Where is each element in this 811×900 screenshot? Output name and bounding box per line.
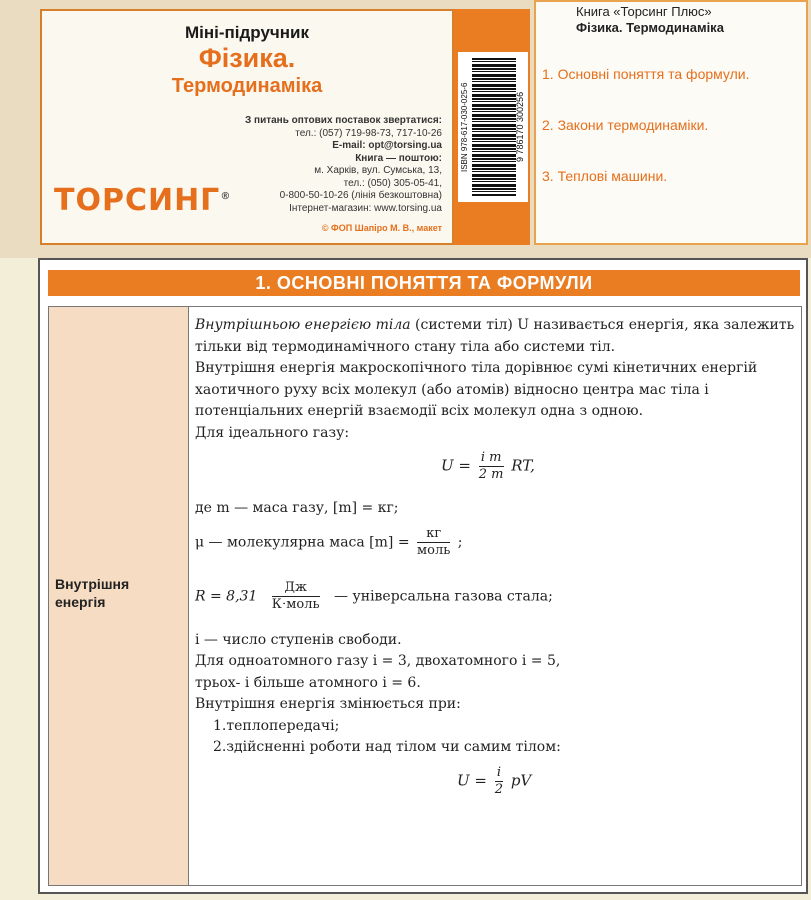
formula-part: R = 8,31 (195, 588, 258, 604)
paragraph: Для одноатомного газу i = 3, двохатомного i = 5, (195, 653, 561, 669)
section-banner: 1. ОСНОВНІ ПОНЯТТЯ ТА ФОРМУЛИ (48, 270, 800, 296)
contact-line: 0-800-50-10-26 (лінія безкоштовна) (279, 190, 442, 201)
paragraph: Внутрішня енергія змінюється при: (195, 696, 461, 712)
formula-part: pV (510, 771, 532, 789)
toc-header-line: Книга «Торсинг Плюс» (576, 4, 712, 19)
contact-line: тел.: (050) 305-05-41, (343, 177, 442, 189)
torsing-logo (54, 183, 231, 218)
fraction (417, 526, 450, 559)
barcode (458, 52, 528, 202)
formula-part: μ — молекулярна маса [m] = (195, 534, 410, 550)
barcode-number: 9 786170 300256 (515, 91, 525, 163)
fraction-denominator: 2 m (478, 467, 504, 482)
toc-item[interactable]: 1. Основні поняття та формули. (542, 66, 750, 82)
fraction (479, 450, 504, 483)
row-label-line: Внутрішня (55, 576, 130, 592)
contact-line: З питань оптових поставок звертатися: (244, 115, 442, 126)
barcode-icon (472, 58, 516, 196)
toc-item[interactable]: 3. Теплові машини. (542, 168, 668, 184)
row-label-line: енергія (55, 594, 106, 610)
cover-title: Фізика. (198, 43, 296, 73)
cover-topic: Термодинаміка (171, 75, 323, 97)
paragraph: трьох- і більше атомного i = 6. (195, 674, 421, 691)
paragraph: i — число ступенів свободи. (195, 631, 402, 648)
header-area (0, 0, 811, 258)
fraction-denominator: 2 (494, 781, 504, 797)
fraction (272, 580, 320, 613)
contact-line: тел.: (057) 719-98-73, 717-10-26 (295, 127, 442, 139)
fraction-numerator: i (495, 765, 503, 782)
list-item: 1.теплопередачі; (213, 717, 340, 734)
list-item: 2.здійсненні роботи над тілом чи самим тілом: (213, 739, 561, 755)
formula-part: U = (457, 771, 487, 789)
content-page (38, 258, 808, 894)
gas-constant-line (195, 568, 795, 624)
cover-subtitle: Міні-підручник (184, 23, 310, 42)
toc-item[interactable]: 2. Закони термодинаміки. (542, 117, 709, 133)
logo-text: ТОРСИНГ (54, 183, 221, 218)
copyright: © ФОП Шапіро М. В., макет (321, 223, 442, 233)
definition-text: (системи тіл) U називається енергія, яка залежить тільки від термодинамічного стану тіла або системи тіл. (195, 317, 795, 355)
paragraph: де m — маса газу, [m] = кг; (195, 500, 399, 516)
definition-term: Внутрішньою енергією тіла (195, 317, 411, 333)
contact-line: м. Харків, вул. Сумська, 13, (314, 165, 442, 176)
row-content (195, 315, 795, 809)
table-of-contents (534, 0, 808, 245)
paragraph: Для ідеального газу: (195, 424, 350, 441)
registered-icon: ® (220, 191, 232, 202)
row-label (55, 575, 129, 611)
contact-line: Інтернет-магазин: www.torsing.ua (289, 202, 442, 214)
fraction-numerator: i m (479, 450, 504, 467)
formula-part: U = (441, 456, 471, 475)
formula-part: RT, (511, 456, 535, 475)
fraction (495, 765, 503, 798)
fraction-denominator: К⋅моль (271, 596, 320, 612)
formula-ideal-gas (195, 444, 795, 494)
molar-mass-line (195, 520, 795, 568)
toc-header-line: Фізика. Термодинаміка (576, 20, 724, 35)
formula-energy-change (195, 759, 795, 809)
fraction-numerator: Дж (272, 580, 320, 597)
definition (195, 315, 795, 358)
fraction-denominator: моль (417, 542, 451, 558)
formula-part: ; (457, 534, 463, 550)
paragraph: Внутрішня енергія макроскопічного тіла дорівнює сумі кінетичних енергій хаотичного руху всіх молекул (або атомів) відносно центра мас тіла і потенціальних енергій взаємодії всіх молекул одна з одною. (195, 360, 758, 419)
formula-part: — універсальна газова стала; (334, 588, 553, 604)
contact-line: E-mail: opt@torsing.ua (332, 140, 442, 151)
fraction-numerator: кг (417, 526, 450, 543)
content-table (48, 306, 802, 886)
row-label-cell (49, 307, 189, 885)
toc-header (576, 4, 724, 36)
contacts-block (245, 115, 442, 215)
isbn-text: ISBN 978-617-030-025-6 (460, 82, 469, 172)
contact-line: Книга — поштою: (355, 152, 442, 164)
book-cover (40, 9, 454, 245)
